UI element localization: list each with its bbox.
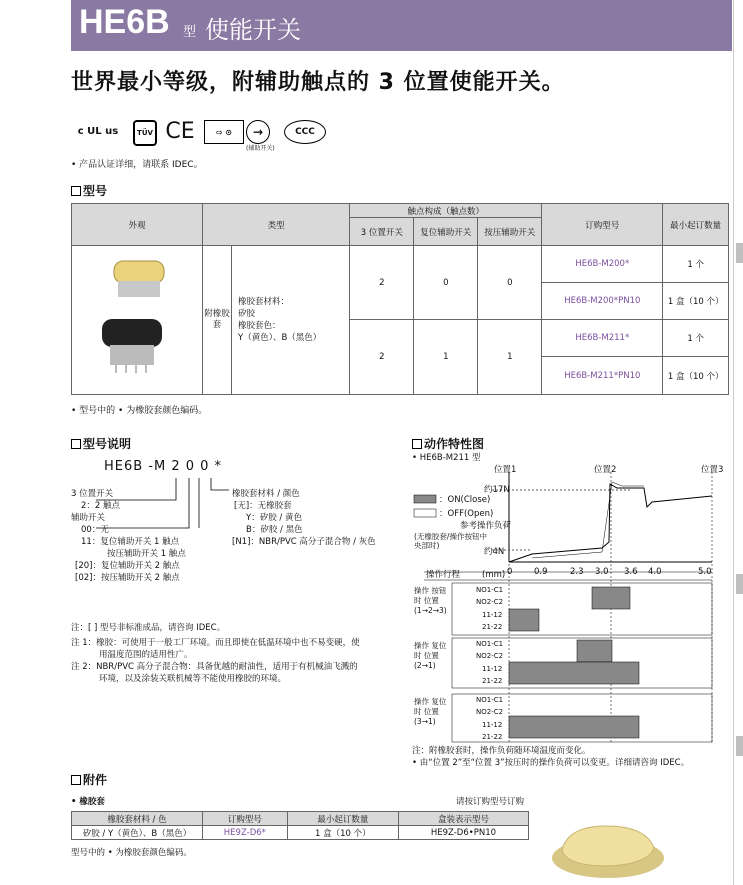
side-tab[interactable] [736, 243, 743, 263]
cert-note: • 产品认证详细，请联系 IDEC。 [71, 160, 203, 170]
page-title: 使能开关 [205, 16, 301, 44]
headline: 世界最小等级，附辅助触点的 3 位置使能开关。 [71, 70, 565, 95]
order-code: HE9Z-D6* [203, 826, 288, 840]
order-code: HE6B-M211* [542, 320, 663, 357]
accessory-hint: 请按订购型号订购 [456, 797, 525, 807]
order-code: HE6B-M200* [542, 246, 663, 283]
code-right-list: 橡胶套材料 / 颜色 [无]：无橡胶套 Y：矽胶 / 黄色 B：矽胶 / 黑色 [N1]：NBR/PVC 高分子混合物 / 灰色 [232, 489, 376, 547]
order-code: HE6B-M211*PN10 [542, 357, 663, 395]
side-tab[interactable] [736, 574, 743, 594]
section-title-model: 型号 [71, 182, 107, 199]
tuv-mark-icon: TÜV [133, 120, 157, 146]
ce-mark-icon: CE [165, 118, 195, 144]
section-title-explain: 型号说明 [71, 435, 131, 452]
standard-mark-icon: ⇨ ⊙ [204, 120, 244, 144]
ul-mark-icon: c UL us [77, 125, 119, 137]
model-note: • 型号中的 • 为橡胶套颜色编码。 [71, 406, 208, 416]
operating-chart: 位置1 位置2 位置3 ：ON(Close) ：OFF(Open) 参考操作负荷 约17N 约4N (无橡胶套/操作按钮中央部时) 操作行程 (mm) 0 0.9 2.3 3.0 3.6 4.0 5.0 操作 按钮时 位置 (1→2→3) 操作 复位时 位置 (2→1) 操作 复位时 位置 (3→1) NO1-C1 NO2-C2 11-12 21-22 NO1-C1 NO2-C2 11-12 21-22 NO1-C1 NO2-C2 11-12 21-22 [414, 465, 724, 741]
model-code: HE6B -M 2 0 0 * [104, 459, 223, 474]
type-char: 型 [183, 25, 197, 40]
code-left-list: 3 位置开关 2：2 触点 辅助开关 00：无 11：复位辅助开关 1 触点 按压辅助开关 1 触点 [20]：复位辅助开关 2 触点 [02]：按压辅助开关 2 触点 [71, 489, 186, 583]
order-code: HE6B-M200*PN10 [542, 283, 663, 320]
product-photo [72, 246, 203, 395]
rubber-cover-photo [548, 818, 668, 882]
section-title-accessory: 附件 [71, 771, 107, 788]
section-title-chart: 动作特性图 [412, 435, 484, 452]
accessory-sub: • 橡胶套 [71, 797, 105, 807]
type-label: 附橡胶套 [203, 246, 232, 395]
accessory-note: 型号中的 • 为橡胶套颜色编码。 [71, 848, 192, 858]
accessory-table: 橡胶套材料 / 色 订购型号 最小起订数量 盒装表示型号 矽胶 / Y（黄色）、B（黑色） HE9Z-D6* 1 盒（10 个） HE9Z-D6•PN10 [71, 811, 529, 840]
side-tab[interactable] [736, 736, 743, 756]
type-description: 橡胶套材料： 矽胶 橡胶套色： Y（黄色）、B（黑色） [232, 246, 350, 395]
model-table: 外观 类型 触点构成（触点数） 订购型号 最小起订数量 3 位置开关 复位辅助开关 按压辅助开关 附橡胶套 橡胶套材料： 矽胶 橡胶套色： Y（黄色）、B（黑色） 2 0 0 HE6B-M200* 1 个 HE6B-M200*PN10 1 盒（10 个） 2 1 1 HE6B-M211* 1 个 HE6B-M211*PN10 1 盒（10 个） [71, 203, 729, 395]
aux-contact-label: (辅助开关) [246, 145, 275, 152]
chart-subtitle: • HE6B-M211 型 [412, 453, 481, 463]
aux-contact-icon: → [246, 120, 270, 144]
chart-notes: 注：附橡胶套时，操作负荷随环境温度而变化。 • 由“位置 2”至“位置 3”按压时的操作负荷可以变更。详细请咨询 IDEC。 [412, 746, 690, 768]
header-bar [71, 0, 732, 51]
model-name: HE6B [79, 3, 170, 41]
explain-notes: 注：[ ] 型号非标准成品，请咨询 IDEC。 注 1：橡胶：可使用于一般工厂环境。而且即使在低温环境中也不易变硬，使 用温度范围的适用性广。 注 2：NBR/PVC 高分子混合物：具备优越的耐油性，适用于有机械油飞溅的 环境，以及涂装关联机械等不能使用橡胶的环境。 [71, 623, 360, 684]
ccc-mark-icon: CCC [284, 120, 326, 144]
